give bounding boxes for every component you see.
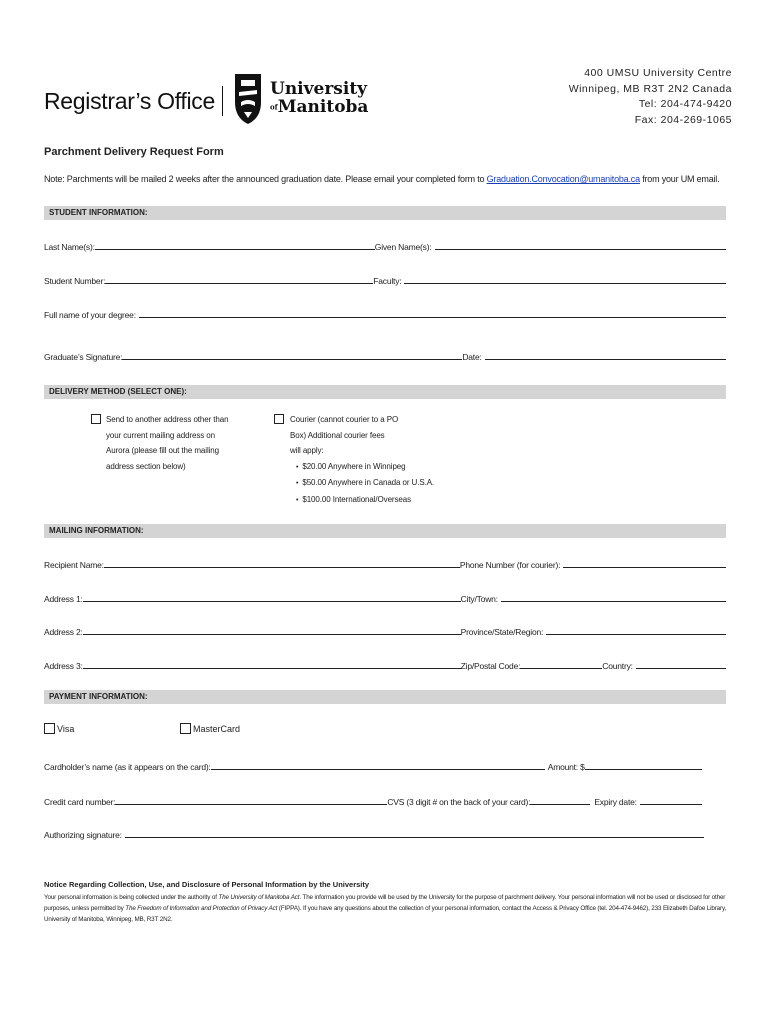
- form-title: Parchment Delivery Request Form: [44, 146, 224, 158]
- option1-line: your current mailing address on: [106, 430, 215, 440]
- office-address: [569, 66, 732, 128]
- address2-field[interactable]: [83, 633, 461, 635]
- email-link[interactable]: Graduation.Convocation@umanitoba.ca: [486, 174, 640, 184]
- university-line1: University: [270, 79, 368, 99]
- last-name-label: Last Name(s):: [44, 242, 95, 252]
- phone-field[interactable]: [563, 566, 726, 568]
- province-label: Province/State/Region:: [460, 627, 544, 637]
- address2-label: Address 2:: [44, 627, 83, 637]
- address3-field[interactable]: [83, 667, 461, 669]
- degree-field[interactable]: [139, 316, 726, 318]
- card-number-label: Credit card number:: [44, 797, 116, 807]
- address-tel: Tel: 204-474-9420: [638, 98, 732, 110]
- amount-field[interactable]: [585, 768, 702, 770]
- notice-act: The University of Manitoba Act: [218, 894, 300, 901]
- option1-line: Send to another address other than: [106, 415, 229, 424]
- notice-act: The Freedom of Information and Protection of Privacy Act: [125, 905, 278, 912]
- country-field[interactable]: [636, 667, 726, 669]
- student-number-row: [44, 274, 726, 286]
- signature-field[interactable]: [122, 358, 462, 360]
- recipient-field[interactable]: [104, 566, 460, 568]
- delivery-section-header: DELIVERY METHOD (SELECT ONE):: [44, 385, 726, 399]
- send-address-checkbox[interactable]: [91, 414, 101, 424]
- zip-label: Zip/Postal Code:: [460, 661, 521, 671]
- visa-option: [44, 723, 74, 734]
- city-field[interactable]: [501, 600, 726, 602]
- payment-section-header: PAYMENT INFORMATION:: [44, 690, 726, 704]
- expiry-label: Expiry date:: [594, 797, 637, 807]
- given-name-label: Given Name(s):: [374, 242, 432, 252]
- student-number-label: Student Number:: [44, 276, 106, 286]
- address1-field[interactable]: [83, 600, 461, 602]
- visa-checkbox[interactable]: [44, 723, 55, 734]
- address3-label: Address 3:: [44, 661, 83, 671]
- university-crest-icon: [231, 72, 265, 126]
- address2-row: [44, 625, 726, 637]
- signature-label: Graduate’s Signature:: [44, 352, 123, 362]
- student-section-header: STUDENT INFORMATION:: [44, 206, 726, 220]
- authorizing-field[interactable]: [125, 836, 704, 838]
- notice-title: Notice Regarding Collection, Use, and Disclosure of Personal Information by the University: [44, 880, 370, 889]
- courier-fee-item: • $100.00 International/Overseas: [304, 492, 434, 509]
- card-number-field[interactable]: [115, 803, 387, 805]
- amount-label: Amount: $: [547, 762, 585, 772]
- recipient-row: [44, 558, 726, 570]
- option2-line: Courier (cannot courier to a PO: [290, 415, 399, 424]
- cvs-field[interactable]: [530, 803, 590, 805]
- note-prefix: Note: Parchments will be mailed 2 weeks after the announced graduation date. Please email your completed form to: [44, 174, 487, 184]
- province-field[interactable]: [546, 633, 726, 635]
- visa-label: Visa: [57, 723, 75, 734]
- cardholder-field[interactable]: [211, 768, 545, 770]
- date-label: Date:: [462, 352, 482, 362]
- recipient-label: Recipient Name:: [44, 560, 104, 570]
- mastercard-label: MasterCard: [193, 723, 241, 734]
- send-address-option: [106, 412, 228, 474]
- address-line1: 400 UMSU University Centre: [584, 67, 732, 79]
- address-fax: Fax: 204-269-1065: [634, 113, 732, 126]
- degree-row: [44, 308, 726, 320]
- cardholder-row: [44, 760, 702, 772]
- option1-line: address section below): [106, 461, 186, 471]
- notice-text: [44, 892, 728, 925]
- university-of: of: [270, 102, 278, 112]
- option1-line: Aurora (please fill out the mailing: [106, 446, 220, 455]
- note-suffix: from your UM email.: [639, 174, 720, 184]
- signature-row: [44, 350, 726, 362]
- address3-row: [44, 659, 726, 671]
- notice-text-part: . The information you provide will be used by the University for the purpose of parchment delivery. Your personal information will not be used or disclosed for other purposes, unless permitted by: [44, 894, 726, 912]
- courier-option: [290, 412, 434, 508]
- courier-fee-item: • $20.00 Anywhere in Winnipeg: [304, 459, 434, 476]
- address-line2: Winnipeg, MB R3T 2N2 Canada: [568, 82, 732, 95]
- form-note: [44, 174, 719, 184]
- cardholder-label: Cardholder’s name (as it appears on the card):: [44, 762, 211, 772]
- faculty-label: Faculty:: [373, 276, 402, 286]
- country-label: Country:: [602, 661, 633, 671]
- mastercard-option: [180, 723, 240, 734]
- notice-text-part: (FIPPA). If you have any questions about the collection of your personal information, contact the Access & Privacy Office (tel. 204-474-9462), 233 Elizabeth Dafoe Library, University of Manitoba, Winnipeg, MB, R3T 2N2.: [44, 905, 727, 923]
- mastercard-checkbox[interactable]: [180, 723, 191, 734]
- courier-checkbox[interactable]: [274, 414, 284, 424]
- mailing-section-header: MAILING INFORMATION:: [44, 524, 726, 538]
- university-line2: Manitoba: [277, 97, 369, 117]
- university-wordmark: [270, 80, 368, 117]
- student-number-field[interactable]: [105, 282, 373, 284]
- notice-text-part: Your personal information is being collected under the authority of: [44, 894, 219, 901]
- expiry-field[interactable]: [640, 803, 702, 805]
- address1-row: [44, 592, 726, 604]
- courier-fee-item: • $50.00 Anywhere in Canada or U.S.A.: [304, 475, 434, 492]
- cvs-label: CVS (3 digit # on the back of your card):: [387, 797, 531, 807]
- last-name-field[interactable]: [95, 248, 375, 250]
- header-divider: [222, 86, 223, 116]
- authorizing-row: [44, 828, 704, 840]
- name-row: [44, 240, 726, 252]
- option2-line: will apply:: [290, 446, 324, 455]
- faculty-field[interactable]: [404, 282, 726, 284]
- degree-label: Full name of your degree:: [44, 310, 136, 320]
- option2-line: Box) Additional courier fees: [290, 430, 385, 440]
- given-name-field[interactable]: [435, 248, 727, 250]
- office-title: Registrar’s Office: [44, 88, 215, 114]
- zip-field[interactable]: [520, 667, 602, 669]
- courier-fee-list: [290, 459, 434, 509]
- phone-label: Phone Number (for courier):: [459, 560, 561, 570]
- date-field[interactable]: [485, 358, 726, 360]
- authorizing-label: Authorizing signature:: [44, 830, 122, 840]
- card-number-row: [44, 795, 702, 807]
- address1-label: Address 1:: [44, 594, 83, 604]
- city-label: City/Town:: [460, 594, 498, 604]
